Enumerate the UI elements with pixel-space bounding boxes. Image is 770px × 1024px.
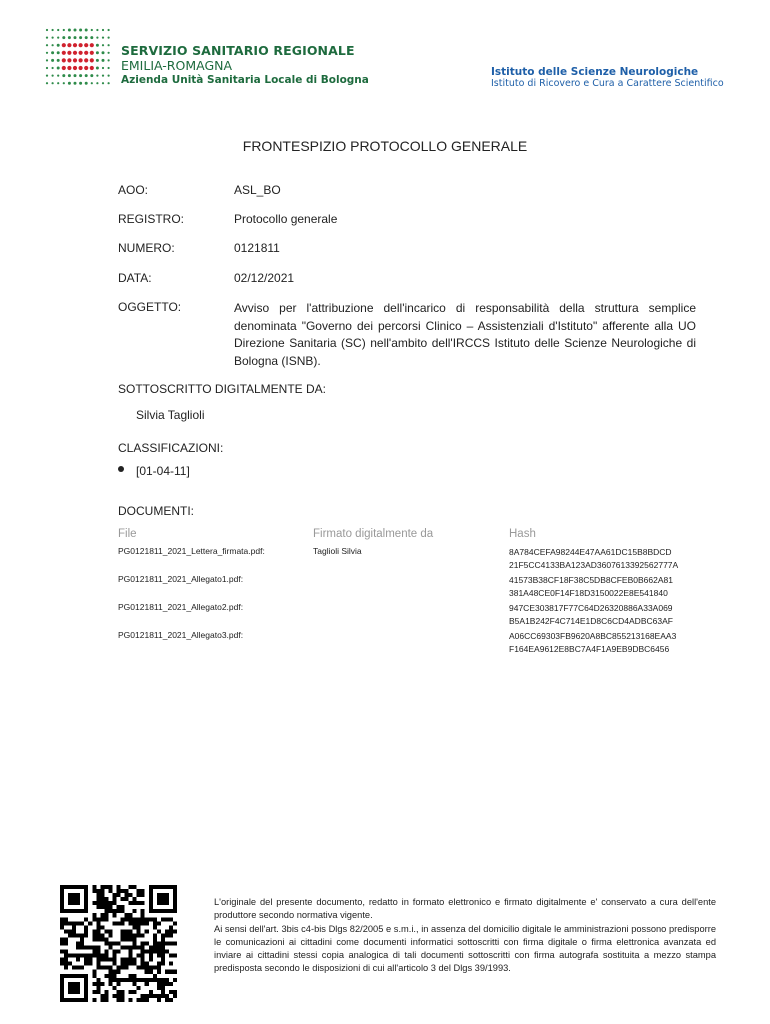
hash-line-2: F164EA9612E8BC7A4F1A9EB9DBC6456 xyxy=(509,643,670,654)
footer-paragraph-2: Ai sensi dell'art. 3bis c4-bis Dlgs 82/2005 e s.m.i., in assenza del domicilio digitale le amministrazioni possono predisporre le comunicazioni ai cittadini come documenti informatici sottoscritti con firma digitale o firma elettronica avanzata ed inviare ai cittadini stessi copia analogica di tali documenti sottoscritti con firma autografa sostituita a mezzo stampa predisposta secondo le disposizioni di cui all'articolo 3 del Dlgs 39/1993. xyxy=(214,923,716,974)
document-hash xyxy=(509,630,676,655)
org-line-1: SERVIZIO SANITARIO REGIONALE xyxy=(121,43,355,58)
col-header-file: File xyxy=(118,528,137,540)
hash-line-2: 21F5CC4133BA123AD3607613392562777A xyxy=(509,559,679,570)
page-title: FRONTESPIZIO PROTOCOLLO GENERALE xyxy=(242,138,528,154)
hash-line-1: 8A784CEFA98244E47AA61DC15B8BDCD xyxy=(509,547,672,557)
bullet-icon xyxy=(118,466,124,472)
oggetto-value: Avviso per l'attribuzione dell'incarico di responsabilità della struttura semplice denominata "Governo dei percorsi Clinico – Assistenziali d'Istituto" afferente alla UO Direzione Sanitaria (SC) nell'ambito dell'IRCCS Istituto delle Scienze Neurologiche di Bologna (ISNB). xyxy=(234,301,696,368)
document-hash xyxy=(509,574,673,599)
footer-paragraph-1: L'originale del presente documento, redatto in formato elettronico e firmato digitalmente e' conservato a cura dell'ente produttore secondo normativa vigente. xyxy=(214,897,716,921)
institute-line-2: Istituto di Ricovero e Cura a Carattere Scientifico xyxy=(491,78,724,90)
oggetto-label: OGGETTO: xyxy=(118,300,182,314)
classification-item: [01-04-11] xyxy=(136,464,190,478)
signed-by-label: SOTTOSCRITTO DIGITALMENTE DA: xyxy=(118,382,327,396)
organization-name xyxy=(121,44,369,86)
numero-label: NUMERO: xyxy=(118,241,175,255)
document-file: PG0121811_2021_Allegato1.pdf: xyxy=(118,574,244,584)
ssr-logo xyxy=(44,26,112,88)
document-file: PG0121811_2021_Allegato2.pdf: xyxy=(118,602,244,612)
institute-name xyxy=(491,66,724,90)
document-file: PG0121811_2021_Lettera_firmata.pdf: xyxy=(118,546,265,556)
col-header-hash: Hash xyxy=(509,528,536,540)
registro-label: REGISTRO: xyxy=(118,212,185,226)
document-hash xyxy=(509,546,678,571)
signer-name: Silvia Taglioli xyxy=(136,408,205,422)
aoo-value: ASL_BO xyxy=(234,183,281,197)
hash-line-1: A06CC69303FB9620A8BC855213168EAA3 xyxy=(509,631,677,641)
numero-value: 0121811 xyxy=(234,241,280,255)
data-value: 02/12/2021 xyxy=(234,271,295,285)
document-file: PG0121811_2021_Allegato3.pdf: xyxy=(118,630,244,640)
qr-code-icon xyxy=(60,885,177,1002)
hash-line-2: 381A48CE0F14F18D3150022E8E541840 xyxy=(509,587,668,598)
registro-value: Protocollo generale xyxy=(234,212,338,226)
document-hash xyxy=(509,602,673,627)
classifications-label: CLASSIFICAZIONI: xyxy=(118,441,224,455)
legal-footer xyxy=(214,896,716,976)
org-line-2: EMILIA-ROMAGNA xyxy=(121,57,233,73)
documents-label: DOCUMENTI: xyxy=(118,504,194,518)
hash-line-2: B5A1B242F4C714E1D8C6CD4ADBC63AF xyxy=(509,615,673,626)
col-header-signed-by: Firmato digitalmente da xyxy=(313,528,434,540)
org-line-3: Azienda Unità Sanitaria Locale di Bologna xyxy=(121,73,369,86)
institute-line-1: Istituto delle Scienze Neurologiche xyxy=(491,66,699,78)
aoo-label: AOO: xyxy=(118,183,149,197)
hash-line-1: 41573B38CF18F38C5DB8CFEB0B662A81 xyxy=(509,575,673,585)
document-signer: Taglioli Silvia xyxy=(313,546,362,556)
data-label: DATA: xyxy=(118,271,152,285)
hash-line-1: 947CE303817F77C64D26320886A33A069 xyxy=(509,603,673,613)
